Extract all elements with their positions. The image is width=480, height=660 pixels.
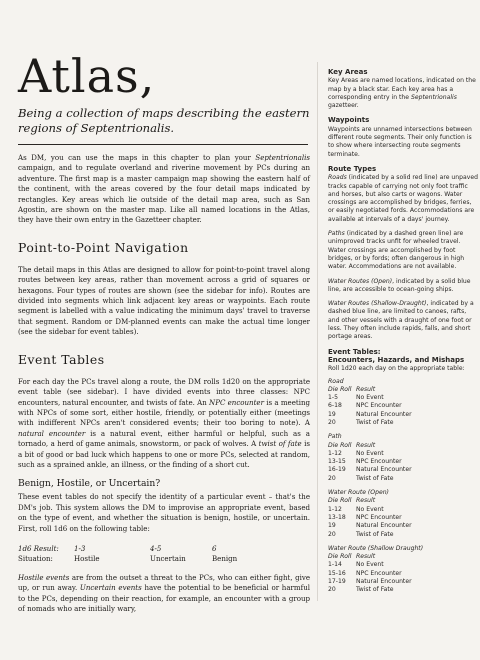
benign-paragraph: These event tables do not specify the identity of a particular event – that's the DM's job. This system allows the DM to improvise an appropriate event, based on the type of event, and whether the situation is benign, hostile, or uncertain. First, roll 1d6 on the following table: [18, 492, 310, 533]
sidebar-heading-encounters: Encounters, Hazards, and Mishaps [328, 355, 465, 364]
waypoints-text: Waypoints are unnamed intersections between different route segments. Their only function is to show where intersecting route segments terminate. [328, 125, 472, 158]
event-table-row: 13-18 NPC Encounter [328, 513, 402, 521]
heading-event-tables: Event Tables [18, 351, 105, 367]
situation-table-row: Situation: Hostile Uncertain Benign [18, 554, 238, 564]
sidebar [317, 62, 478, 601]
situation-table [18, 544, 310, 565]
event-table [328, 489, 478, 539]
event-table-row: 1-12 No Event [328, 505, 384, 513]
event-table-row: 20 Twist of Fate [328, 530, 394, 538]
event-table-row: 17-19 Natural Encounter [328, 578, 412, 586]
event-tables-intro: Roll 1d20 each day on the appropriate table: [328, 365, 465, 373]
key-areas-text: Key Areas are named locations, indicated on the map by a black star. Each key area has a corresponding entry in the Septentrionalis gazetteer. [328, 77, 476, 110]
event-tables-paragraph: For each day the PCs travel along a route, the DM rolls 1d20 on the appropriate event table (see sidebar). I have divided events into three classes: NPC encounters, natural encounter, and twists of fate. An NPC encounter is a meeting with NPCs of some sort, either hostile, friendly, or potentially either (meetings with indifferent NPCs aren't considered events; their too boring to note). A natural encounter is a natural event, either harmful or helpful, such as a tornado, a herd of game animals, snowstorm, or pack of wolves. A twist of fate is a bit of good or bad luck which happens to one or more PCs, selected at random, such as a sprained ankle, an illness, or the finding of a short cut. [18, 376, 310, 469]
sidebar-heading-event-tables: Event Tables: [328, 347, 381, 356]
event-table-row: 6-18 NPC Encounter [328, 402, 402, 410]
event-table-title: Road [328, 377, 344, 385]
navigation-paragraph: The detail maps in this Atlas are designed to allow for point-to-point travel along routes between key areas, rather than movement across a grid of squares or hexagons. Four types of routes are shown (see the sidebar for info). Routes are divided into segments which link adjacent key areas or waypoints. Each route segment is labelled with a value indicating the minimum days' travel to traverse that segment. Random or DM-planned events can make the actual time longer (see the sidebar for event tables). [18, 264, 310, 337]
event-table-row: 16-19 Natural Encounter [328, 466, 412, 474]
event-table-row: 1-14 No Event [328, 561, 384, 569]
water-shallow-text: Water Routes (Shallow-Draught), indicated by a dashed blue line, are limited to canoes, rafts, and other vessels with a draught of one foot or less. They often include rapids, falls, and short portage areas. [328, 300, 474, 341]
event-table-header: Die Roll Result [328, 385, 376, 393]
event-table [328, 378, 478, 428]
event-table [328, 433, 478, 483]
event-table [328, 545, 478, 595]
event-table-row: 20 Twist of Fate [328, 474, 394, 482]
event-table-row: 15-16 NPC Encounter [328, 569, 402, 577]
event-table-title: Water Route (Shallow Draught) [328, 544, 424, 552]
heading-benign-hostile: Benign, Hostile, or Uncertain? [18, 478, 161, 490]
event-table-row: 13-15 NPC Encounter [328, 458, 402, 466]
situation-table-header: 1d6 Result: 1-3 4-5 6 [18, 543, 217, 553]
event-table-groups [328, 378, 478, 595]
water-open-text: Water Routes (Open), indicated by a solid blue line, are accessible to ocean-going ships. [328, 277, 471, 293]
event-table-row: 20 Twist of Fate [328, 586, 394, 594]
paths-text: Paths (indicated by a dashed green line) are unimproved tracks unfit for wheeled travel. Water crossings are accomplished by foot bridges, or by fords; often dangerous in high water. Accommodations are not available. [328, 230, 465, 271]
event-table-header: Die Roll Result [328, 441, 376, 449]
event-table-title: Water Route (Open) [328, 489, 389, 497]
page-subtitle: Being a collection of maps describing the eastern regions of Septentrionalis. [18, 106, 310, 135]
event-table-row: 19 Natural Encounter [328, 522, 412, 530]
event-table-header: Die Roll Result [328, 553, 376, 561]
intro-paragraph: As DM, you can use the maps in this chapter to plan your Septentrionalis campaign, and to regulate overland and riverine movement by PCs during an adventure. The first map is a master campaign map showing the eastern half of the continent, with the areas covered by the four detail maps indicated by rectangles. Key areas which lie outside of the detail map area, such as San Agostin, are shown on the master map. Like all named locations in the Atlas, they have their own entry in the Gazetteer chapter. [18, 153, 310, 225]
roads-text: Roads (indicated by a solid red line) are unpaved tracks capable of carrying not only foot traffic and horses, but also carts or wagons. Water crossings are accomplished by bridges, ferries, or easily negotiated fords. Accommodations are available at intervals of a days' journey. [328, 174, 478, 223]
event-table-title: Path [328, 433, 342, 441]
sidebar-heading-key-areas: Key Areas [328, 68, 368, 76]
event-table-row: 19 Natural Encounter [328, 410, 412, 418]
main-column [18, 49, 311, 614]
sidebar-heading-waypoints: Waypoints [328, 116, 370, 125]
sidebar-heading-route-types: Route Types [328, 164, 377, 173]
event-table-row: 1-5 No Event [328, 394, 384, 402]
heading-point-to-point: Point-to-Point Navigation [18, 239, 189, 255]
hostile-uncertain-paragraph: Hostile events are from the outset a threat to the PCs, who can either fight, give up, or run away. Uncertain events have the potential to be beneficial or harmful to the PCs, depending on their reaction, for example, an encounter with a group of nomads who are initially wary, [18, 572, 311, 613]
event-table-row: 1-12 No Event [328, 449, 384, 457]
title-rule [18, 144, 308, 145]
event-table-row: 20 Twist of Fate [328, 418, 394, 426]
page-title: Atlas, [18, 49, 156, 103]
event-table-header: Die Roll Result [328, 497, 376, 505]
